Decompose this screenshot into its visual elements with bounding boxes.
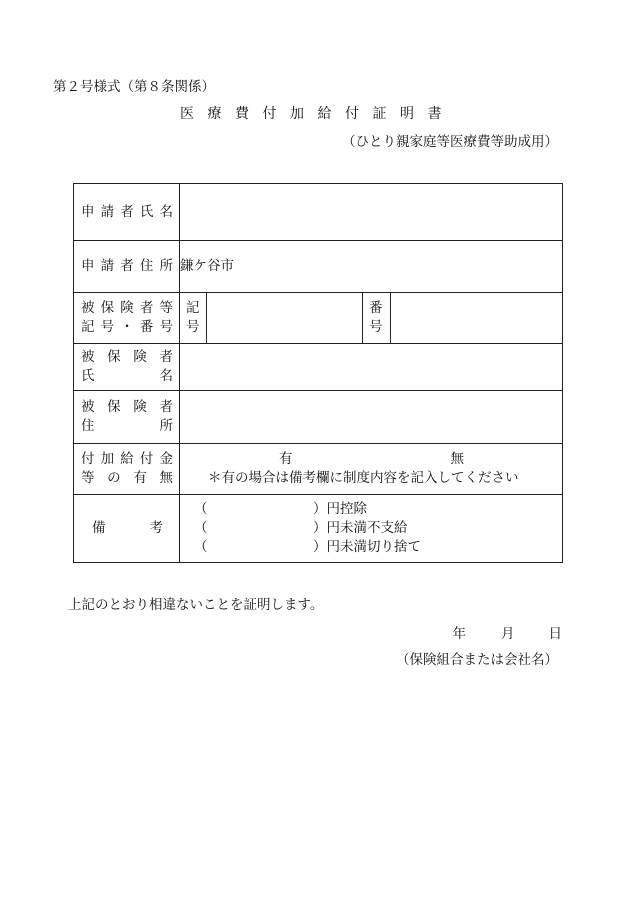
remarks-field (180, 495, 563, 563)
label-char: 請 (100, 203, 115, 220)
row-insured-address (74, 391, 563, 444)
document-title: 医療費付加給付証明書 (180, 106, 455, 122)
bango-field[interactable] (391, 293, 563, 344)
benefit-choices (180, 450, 562, 469)
applicant-name-label (74, 184, 180, 241)
label-char: 者 (120, 203, 134, 220)
label-char: 被 (81, 349, 95, 365)
label-line (74, 398, 179, 417)
label-char: 金 (159, 451, 173, 467)
label-char: 保 (107, 399, 121, 415)
benefit-yes-option[interactable]: 有 (279, 451, 293, 467)
label-char: 付 (139, 451, 154, 467)
label-char: 者 (159, 399, 173, 415)
benefit-label (74, 444, 180, 495)
label-char: 者 (120, 258, 134, 274)
label-line (74, 318, 179, 337)
benefit-note: ＊有の場合は備考欄に制度内容を記入してください (208, 470, 519, 486)
label-char: 番 (369, 300, 383, 316)
label-char: 保 (100, 300, 115, 316)
label-char: 号 (186, 319, 200, 335)
label-line (74, 257, 179, 276)
label-char: 申 (81, 258, 95, 274)
certificate-form-table (73, 183, 563, 563)
label-char: 有 (133, 470, 147, 486)
label-char: 所 (159, 418, 173, 434)
applicant-name-field[interactable] (180, 184, 563, 241)
remarks-line-rounding[interactable] (180, 538, 562, 557)
label-line (74, 203, 179, 222)
label-char: 申 (81, 203, 95, 220)
applicant-address-field[interactable]: 鎌ケ谷市 (180, 241, 563, 293)
day-label[interactable]: 日 (548, 626, 562, 642)
label-char: 氏 (139, 203, 154, 220)
label-char: 請 (100, 258, 115, 274)
label-char: 者 (159, 349, 173, 365)
remarks-suffix: ）円控除 (313, 501, 367, 517)
row-insured-number (74, 293, 563, 344)
label-char: 付 (81, 451, 95, 467)
label-line (74, 450, 179, 469)
certification-statement: 上記のとおり相違ないことを証明します。 (68, 597, 324, 613)
month-label[interactable]: 月 (501, 626, 515, 642)
label-char: 険 (133, 399, 147, 415)
open-paren: （ (194, 539, 208, 555)
label-char: 記 (81, 319, 95, 335)
row-applicant-name (74, 184, 563, 241)
label-char: 番 (139, 319, 154, 335)
label-char: 加 (100, 451, 115, 467)
insured-name-label (74, 344, 180, 391)
form-number: 第２号様式（第８条関係） (53, 79, 215, 95)
label-char: 保 (107, 349, 121, 365)
remarks-line-deduction[interactable] (180, 500, 562, 519)
label-char: 者 (139, 300, 154, 316)
insured-number-label (74, 293, 180, 344)
label-char: 所 (159, 258, 173, 274)
insured-name-field[interactable] (180, 344, 563, 391)
label-line (74, 417, 179, 436)
label-char: 号 (369, 319, 383, 335)
row-applicant-address (74, 241, 563, 293)
label-char: 氏 (81, 368, 95, 384)
label-char: 記 (186, 300, 200, 316)
label-line (74, 469, 179, 488)
benefit-no-option[interactable]: 無 (450, 451, 464, 467)
label-line (74, 367, 179, 386)
label-line (74, 348, 179, 367)
year-label[interactable]: 年 (452, 626, 466, 642)
kigo-field[interactable] (207, 293, 363, 344)
date-line (453, 626, 563, 642)
insured-address-field[interactable] (180, 391, 563, 444)
insured-address-label (74, 391, 180, 444)
remarks-line-nonpayment[interactable] (180, 519, 562, 538)
row-insured-name (74, 344, 563, 391)
label-char: 等 (159, 300, 173, 316)
label-char: 給 (120, 451, 134, 467)
applicant-address-label (74, 241, 180, 293)
insurer-name-placeholder: （保険組合または会社名） (396, 652, 558, 668)
label-line (74, 519, 179, 538)
row-remarks (74, 495, 563, 563)
label-char: 名 (159, 368, 173, 384)
label-char: 無 (159, 470, 173, 486)
label-char: 号 (100, 319, 115, 335)
label-char: の (107, 470, 121, 486)
document-subtitle: （ひとり親家庭等医療費等助成用） (342, 134, 558, 150)
open-paren: （ (194, 520, 208, 536)
label-char: 住 (81, 418, 95, 434)
label-char: 等 (81, 470, 95, 486)
kigo-label (180, 293, 207, 344)
remarks-suffix: ）円未満不支給 (313, 520, 408, 536)
benefit-field (180, 444, 563, 495)
label-char: 備 (92, 520, 106, 536)
open-paren: （ (194, 501, 208, 517)
label-char: 住 (139, 258, 154, 274)
remarks-label (74, 495, 180, 563)
label-char: 名 (159, 203, 173, 220)
label-char: 被 (81, 399, 95, 415)
label-char: 考 (149, 520, 163, 536)
label-char: ・ (120, 319, 134, 335)
label-char: 険 (120, 300, 134, 316)
label-char: 号 (159, 319, 173, 335)
label-char: 険 (133, 349, 147, 365)
label-char: 被 (81, 300, 95, 316)
remarks-suffix: ）円未満切り捨て (313, 539, 421, 555)
row-additional-benefit (74, 444, 563, 495)
bango-label (363, 293, 391, 344)
label-line (74, 299, 179, 318)
